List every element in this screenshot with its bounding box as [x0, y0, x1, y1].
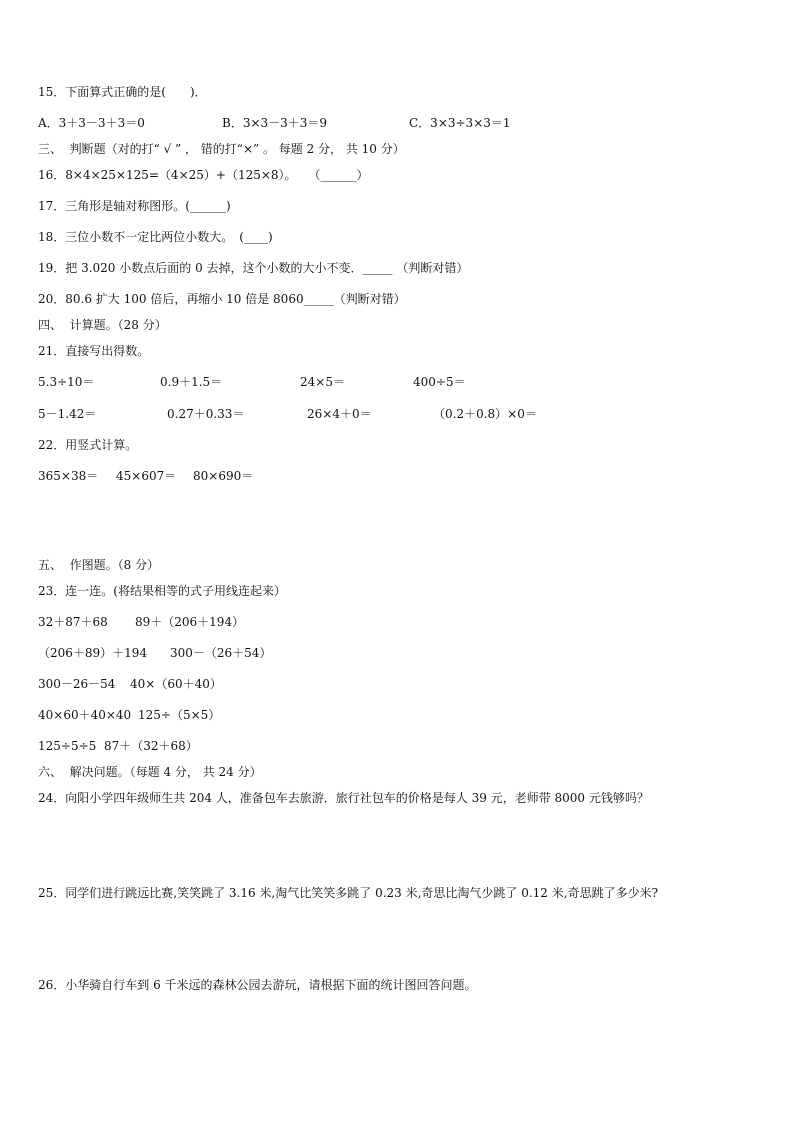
match-right-item: 300－（26＋54）: [170, 646, 272, 660]
section-4-heading: 四、 计算题。（28 分）: [38, 318, 167, 332]
match-right-item: 89＋（206＋194）: [135, 615, 245, 629]
vertical-calc-item: 80×690＝: [193, 469, 254, 483]
question-16: 16．8×4×25×125=（4×25）+（125×8）。 （______）: [38, 168, 369, 182]
question-21-stem: 21．直接写出得数。: [38, 344, 150, 358]
question-15-option-c: C．3×3÷3×3＝1: [409, 116, 511, 130]
match-left-item: 300－26－54: [38, 677, 116, 691]
match-right-item: 40×（60＋40）: [130, 677, 222, 691]
question-20: 20．80.6 扩大 100 倍后，再缩小 10 倍是 8060_____（判断对错）: [38, 292, 406, 306]
section-3-heading: 三、 判断题（对的打“ √ ” ， 错的打“×” 。 每题 2 分， 共 10 分）: [38, 142, 405, 156]
calc-item: 24×5＝: [300, 375, 345, 389]
question-15-option-b: B．3×3－3＋3＝9: [222, 116, 328, 130]
calc-item: 5－1.42＝: [38, 407, 97, 421]
vertical-calc-item: 45×607＝: [116, 469, 177, 483]
match-right-item: 87＋（32＋68）: [104, 739, 198, 753]
match-left-item: （206＋89）＋194: [38, 646, 148, 660]
calc-item: 26×4＋0＝: [307, 407, 372, 421]
match-left-item: 32＋87＋68: [38, 615, 108, 629]
calc-item: 0.27＋0.33＝: [167, 407, 245, 421]
question-19: 19．把 3.020 小数点后面的 0 去掉，这个小数的大小不变．_____ （判断对错）: [38, 261, 469, 275]
question-25: 25．同学们进行跳远比赛,笑笑跳了 3.16 米,淘气比笑笑多跳了 0.23 米,奇思比淘气少跳了 0.12 米,奇思跳了多少米?: [38, 886, 659, 900]
question-18: 18．三位小数不一定比两位小数大。 (____): [38, 230, 273, 244]
match-left-item: 125÷5÷5: [38, 739, 97, 753]
calc-item: 400÷5＝: [413, 375, 466, 389]
section-6-heading: 六、 解决问题。（每题 4 分， 共 24 分）: [38, 765, 262, 779]
question-15-stem: 15．下面算式正确的是( )．: [38, 85, 207, 99]
question-15-option-a: A．3＋3－3＋3＝0: [38, 116, 145, 130]
question-24: 24．向阳小学四年级师生共 204 人，准备包车去旅游．旅行社包车的价格是每人 39 元，老师带 8000 元钱够吗？: [38, 791, 649, 805]
match-right-item: 125÷（5×5）: [138, 708, 221, 722]
calc-item: 0.9＋1.5＝: [160, 375, 223, 389]
question-17: 17．三角形是轴对称图形。(______): [38, 199, 231, 213]
question-26: 26．小华骑自行车到 6 千米远的森林公园去游玩，请根据下面的统计图回答问题。: [38, 978, 477, 992]
question-23-stem: 23．连一连。(将结果相等的式子用线连起来）: [38, 584, 286, 598]
section-5-heading: 五、 作图题。（8 分）: [38, 558, 160, 572]
calc-item: 5.3÷10＝: [38, 375, 95, 389]
calc-item: （0.2＋0.8）×0＝: [433, 407, 537, 421]
vertical-calc-item: 365×38＝: [38, 469, 99, 483]
match-left-item: 40×60＋40×40: [38, 708, 132, 722]
question-22-stem: 22．用竖式计算。: [38, 438, 138, 452]
